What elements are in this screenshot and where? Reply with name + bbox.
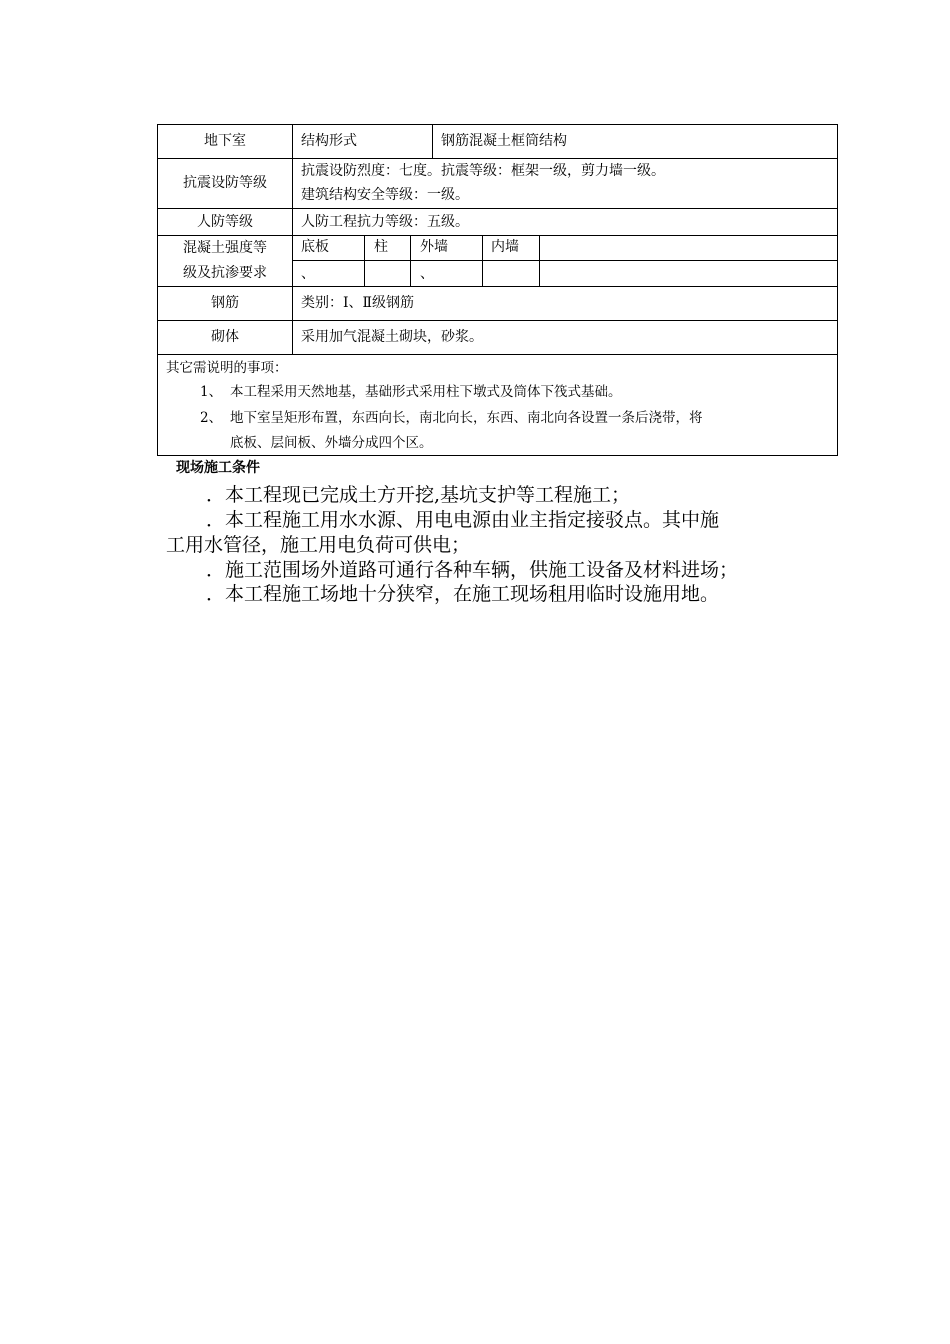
row-label-masonry: 砌体 (211, 329, 239, 345)
row-label-basement: 地下室 (204, 133, 246, 149)
value-masonry: 采用加气混凝土砌块，砂浆。 (301, 329, 483, 345)
table-line (157, 320, 838, 321)
concrete-header-slab: 底板 (301, 239, 329, 255)
field-structure-form: 结构形式 (301, 133, 357, 149)
note-number-1: 1、 (200, 384, 223, 400)
site-item-2-cont: 工用水管径，施工用电负荷可供电； (166, 534, 471, 556)
row-label-concrete-2: 级及抗渗要求 (183, 265, 267, 281)
concrete-header-inner-wall: 内墙 (491, 239, 519, 255)
note-text-1: 本工程采用天然地基，基础形式采用柱下墩式及筒体下筏式基础。 (230, 384, 622, 400)
table-line (157, 235, 838, 236)
table-line (482, 235, 483, 287)
table-line (292, 124, 293, 355)
seismic-line2: 建筑结构安全等级：一级。 (301, 187, 469, 203)
note-text-2: 地下室呈矩形布置，东西向长，南北向长，东西、南北向各设置一条后浇带，将 (230, 410, 703, 426)
value-structure-form: 钢筋混凝土框筒结构 (441, 133, 567, 149)
concrete-value-outer-wall: 、 (420, 266, 434, 282)
site-item-3: ．施工范围场外道路可通行各种车辆，供施工设备及材料进场； (206, 559, 739, 581)
site-item-1: ．本工程现已完成土方开挖,基坑支护等工程施工； (206, 484, 631, 506)
table-line (157, 286, 838, 287)
table-line (364, 235, 365, 287)
site-item-2: ．本工程施工用水水源、用电电源由业主指定接驳点。其中施 (206, 509, 720, 531)
table-line (292, 260, 838, 261)
value-civil-defense: 人防工程抗力等级：五级。 (301, 214, 469, 230)
row-label-seismic: 抗震设防等级 (183, 175, 267, 191)
row-label-civil-defense: 人防等级 (197, 214, 253, 230)
site-item-4: ．本工程施工场地十分狭窄，在施工现场租用临时设施用地。 (206, 583, 720, 605)
table-line (157, 208, 838, 209)
value-rebar: 类别：Ⅰ、Ⅱ级钢筋 (301, 295, 415, 311)
table-line (539, 235, 540, 287)
table-line (432, 124, 433, 159)
concrete-value-slab: 、 (301, 266, 315, 282)
row-label-concrete-1: 混凝土强度等 (183, 240, 267, 256)
concrete-header-outer-wall: 外墙 (420, 239, 448, 255)
table-border-right (837, 124, 838, 456)
table-line (410, 235, 411, 287)
site-conditions-heading: 现场施工条件 (176, 460, 260, 476)
notes-title: 其它需说明的事项： (166, 360, 288, 376)
table-border-top (157, 124, 838, 125)
row-label-rebar: 钢筋 (211, 295, 239, 311)
note-number-2: 2、 (200, 410, 223, 426)
concrete-header-column: 柱 (374, 239, 388, 255)
seismic-line1: 抗震设防烈度：七度。抗震等级：框架一级，剪力墙一级。 (301, 163, 665, 179)
table-line (157, 158, 838, 159)
note-text-2-cont: 底板、层间板、外墙分成四个区。 (230, 435, 433, 451)
